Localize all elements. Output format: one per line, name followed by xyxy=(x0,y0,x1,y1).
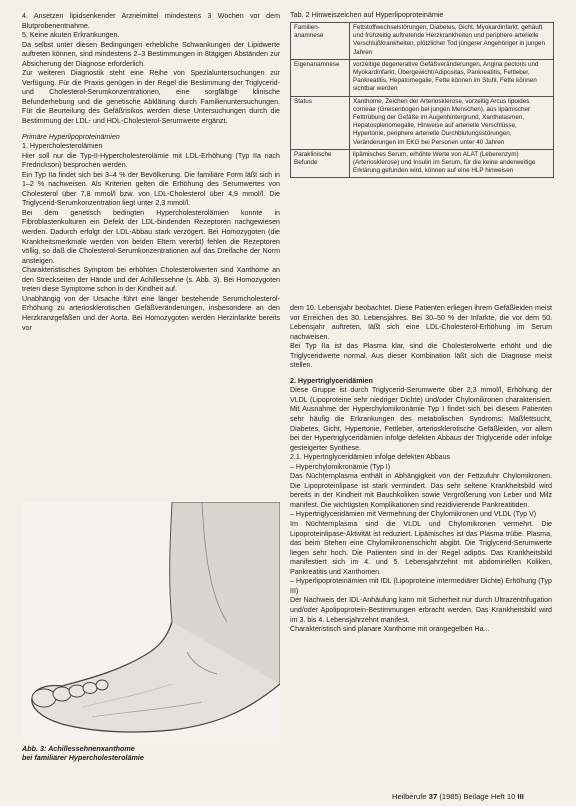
volume-number: 37 xyxy=(428,792,438,801)
paragraph: Zur weiteren Diagnostik steht eine Reihe von Spezialuntersuchungen zur Verfügung. Für die Praxis genügen in der Regel die Bestimmung der Triglycerid- und Cholesterol-Serumkonzentrationen, eine sorgfältige klinische Befunderhebung und die genetische Abklärung durch Familienuntersuchungen. Für die Beurteilung des Gefäßrisikos werden diese Untersuchungen durch die Bestimmung der LDL- und HDL-Cholesterol-Serumwerte ergänzt. xyxy=(22,69,280,126)
foot-photo xyxy=(22,502,280,740)
paragraph: Charakteristisch sind planare Xanthome mit orangegelben Ha... xyxy=(290,625,490,634)
paragraph: 2.1. Hypertriglyceridämien infolge defekten Abbaus xyxy=(290,453,451,462)
paragraph: Diese Gruppe ist durch Triglycerid-Serumwerte über 2,3 mmol/l, Erhöhung der VLDL (Lipoproteine sehr niedriger Dichte) und/oder Chylomikronen charakterisiert. Mit Ausnahme der Hyperchylomikronämie Typ I findet sich bei diesem Patienten sehr häufig die Erkrankungen des metabolischen Syndroms: Maßfettsucht, Diabetes, Gicht, Hypertonie, Fettleber, arteriosklerotische Gefäßleiden, vor allem bei der Hypertriglyceridämien infolge defekten Abbaus der Triglyceride oder infolge gesteigerter Synthese. xyxy=(290,386,552,452)
foot-illustration xyxy=(22,502,280,740)
table-cell-label: Familien-anamnese xyxy=(291,23,350,60)
table-cell-text: lipämisches Serum, erhöhte Werte von ALAT (Leberenzym) (Arteriosklerose) und Insulin im Serum, für die keine anderweitige Erklärung gefunden wird, können auf eine HLP hinweisen xyxy=(350,149,554,178)
table-cell-text: vorzeitige degenerative Gefäßveränderungen, Angina pectoris und Myokardinfarkt, Übergewicht/Adipositas, Pankreatitis, Fettleber, Pankreatitis, Hepatomegalie, Fette können im Stuhl, Fette können sichtbar werden xyxy=(350,59,554,96)
paragraph: – Hypertriglyceridämien mit Vermehrung der Chylomikronen und VLDL (Typ V) xyxy=(290,510,537,519)
table-cell-label: Paraklinische Befunde xyxy=(291,149,350,178)
page-number: III xyxy=(517,792,524,801)
paragraph: Unabhängig von der Ursache führt eine länger bestehende Serumcholesterol-Erhöhung zu arteriosklerotischen Gefäßveränderungen, insbesondere an den Herzkranzgefäßen und der Aorta. Bei Homozygoten werden Herzinfarkte bereits vor xyxy=(22,294,280,332)
table-row xyxy=(291,96,554,149)
table-cell-label: Status xyxy=(291,96,350,149)
paragraph: Da selbst unter diesen Bedingungen erhebliche Schwankungen der Lipidwerte auftreten können, sind mindestens 2–3 Bestimmungen in 8tägigen Abständen zur Absicherung der Diagnose erforderlich. xyxy=(22,40,280,68)
paragraph: Im Nüchternplasma sind die VLDL und Chylomikronen vermehrt. Die Lipoproteinlipase-Aktivität ist reduziert. Lipämisches ist das Plasma trübe. Plasma, das beim Stehen eine Chylomikronenschicht abgibt. Die Triglycerid-Serumwerte liegen sehr hoch. Die Patienten sind in der Regel adipös. Das Krankheitsbild manifestiert sich im 4. und 5. Lebensjahrzehnt mit abdominellen Koliken, Pankreatitis und Xanthomen. xyxy=(290,520,552,576)
paragraph: – Hyperlipoproteinämien mit IDL (Lipoproteine intermediärer Dichte) Erhöhung (Typ III) xyxy=(290,577,552,595)
paragraph: Bei Typ IIa ist das Plasma klar, sind die Cholesterolwerte erhöht und die Triglyceridwerte normal. Aus dieser Kombination läßt sich die Diagnose meist stellen. xyxy=(290,342,552,370)
right-column-text xyxy=(290,304,552,635)
paragraph: 4. Ansetzen lipidsenkender Arzneimittel mindestens 3 Wochen vor dem Blutprobenentnahme. xyxy=(22,12,280,30)
table-cell-text: Xanthome, Zeichen der Arteriosklerose, vorzeitig Arcus lipoides corneae (Greisenbogen bei jungen Menschen), aus lipämischer Fetttrübung der Gefäße im Augenhintergrund, Xanthelasmen, Hepatosplenomegalie, Hinweise auf arterielle Verschlüsse, Hypertonie, periphere arterielle Durchblutungsstörungen, Veränderungen im EKG bei Personen unter 40 Jahren xyxy=(350,96,554,149)
table-row xyxy=(291,59,554,96)
section-subheading: Primäre Hyperlipoproteinämien xyxy=(22,132,120,141)
paragraph: Der Nachweis der IDL-Anhäufung kann mit Sicherheit nur durch Ultrazentrifugation und/oder Apolipoprotein-Bestimmungen erbracht werden. Das Krankheitsbild wird im 3. bis 4. Lebensjahrzehnt manifest. xyxy=(290,596,552,624)
left-column-text xyxy=(22,12,280,333)
page-footer xyxy=(392,792,524,801)
figure-caption xyxy=(22,744,280,762)
table-row xyxy=(291,23,554,60)
table-title: Tab. 2 Hinweiszeichen auf Hyperlipoproteinämie xyxy=(290,10,444,19)
table-cell-text: Fettstoffwechselstörungen, Diabetes, Gicht, Myokardinfarkt, gehäuft und frühzeitig auftretende Herzkrankheiten und periphere arterielle Verschlußkrankheiten, plötzlicher Tod jüngerer Angehöriger in jungen Jahren xyxy=(350,23,554,60)
paragraph: dem 10. Lebensjahr beobachtet. Diese Patienten erliegen ihrem Gefäßleiden meist vor Erreichen des 30. Lebensjahres. Bei 30–50 % der Infarkte, die vor dem 50. Lebensjahr auftreten, läßt sich eine LDL-Cholesterol-Erhöhung im Serum nachweisen. xyxy=(290,304,552,341)
paragraph: 5. Keine akuten Erkrankungen. xyxy=(22,31,120,40)
hint-table xyxy=(290,22,554,178)
paragraph: – Hyperchylomikronämie (Typ I) xyxy=(290,462,391,471)
paragraph: 1. Hypercholesterolämien xyxy=(22,142,103,151)
table-row xyxy=(291,149,554,178)
paragraph: Bei dem genetisch bedingten Hypercholesterolämien konnte in Fibroblastenkulturen ein Defekt der LDL-bindenden Rezeptoren nachgewiesen werden. Dadurch erfolgt der LDL-Abbau stark verzögert. Bei Homozygoten (die Krankheitsmerkmale werden von beiden Eltern vererbt) fehlen die Rezeptoren völlig, so daß die Cholesterol-Serumkonzentrationen auf das Dreifache der Norm ansteigen. xyxy=(22,208,280,265)
year: (1985) xyxy=(439,792,462,801)
paragraph: Ein Typ IIa findet sich bei 3–4 % der Bevölkerung. Die familiäre Form läßt sich in 1–2 % nachweisen. Als Kriterien gelten die Erhöhung des Serumwertes von Cholesterol über 7,8 mmol/l bzw. von LDL-Cholesterol über 4,9 mmol/l. Die Triglycerid-Serumkonzentration liegt unter 2,3 mmol/l. xyxy=(22,170,280,208)
table-2 xyxy=(290,10,554,178)
journal-name: Heilberufe xyxy=(392,792,427,801)
table-cell-label: Eigenanamnese xyxy=(291,59,350,96)
caption-line: Abb. 3: Achillessehnenxanthome xyxy=(22,744,135,753)
paragraph: Charakteristisches Symptom bei erhöhten Cholesterolwerten sind Xanthome an den Streckseiten der Hände und der Achillessehne (s. Abb. 3). Bei Homozygoten treten diese Symptome schon in der Kindheit auf. xyxy=(22,266,280,294)
paragraph: Das Nüchternplasma enthält in Abhängigkeit von der Fettzufuhr Chylomikronen. Die Lipoproteinlipase ist stark vermindert. Das sehr seltene Krankheitsbild wird bereits in der Kindheit mit Bauchkoliken sowie Vergrößerung von Leber und Milz manifest. Die wichtigsten Komplikationen sind rezidivierende Pankreatitiden. xyxy=(290,472,552,509)
section-heading: 2. Hypertriglyceridämien xyxy=(290,376,373,385)
supplement-label: Beilage Heft 10 xyxy=(463,792,516,801)
paragraph: Hier soll nur die Typ-II-Hypercholesterolämie mit LDL-Erhöhung (Typ IIa nach Fredrickson) besprochen werden. xyxy=(22,151,280,170)
caption-line: bei familiärer Hypercholesterolämie xyxy=(22,753,144,762)
